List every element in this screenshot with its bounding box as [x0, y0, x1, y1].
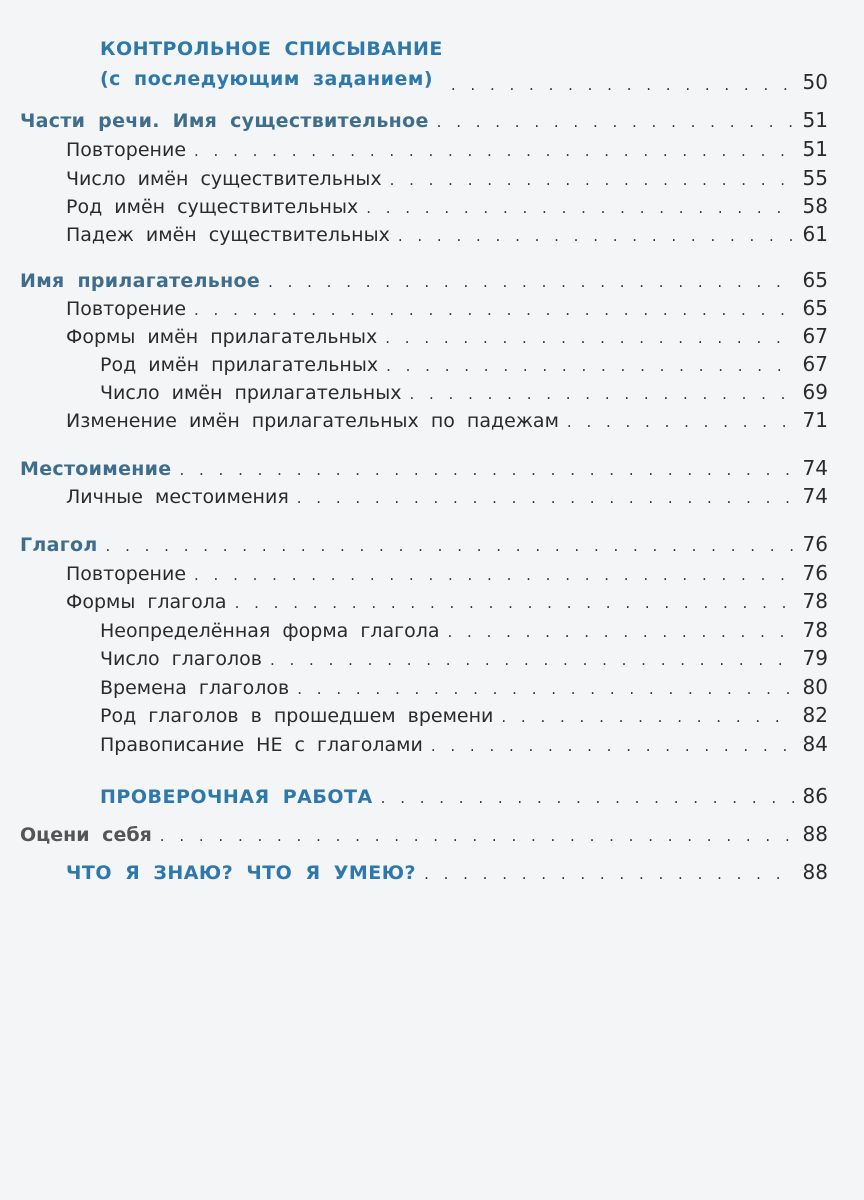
toc-page-number: 65 — [802, 268, 828, 292]
dot-leader — [235, 594, 795, 612]
toc-entry-chislo-pril — [0, 380, 828, 410]
toc-entry-title: ПРОВЕРОЧНАЯ РАБОТА — [100, 786, 373, 808]
toc-page-number: 51 — [802, 137, 828, 161]
toc-page-number: 67 — [802, 352, 828, 376]
dot-leader — [297, 680, 794, 698]
dot-leader — [567, 413, 795, 431]
dot-leader — [390, 171, 795, 189]
toc-entry-mestoim — [0, 456, 828, 486]
toc-page-number: 65 — [802, 296, 828, 320]
toc-entry-title: Повторение — [66, 139, 187, 161]
toc-entry-oceni — [0, 822, 828, 852]
toc-entry-title: Времена глаголов — [100, 677, 290, 699]
dot-leader — [194, 301, 795, 319]
toc-entry-title: Имя прилагательное — [20, 270, 261, 292]
toc-entry-rod-glag — [0, 703, 828, 733]
toc-entry-izmen-pril — [0, 408, 828, 438]
toc-entry-title: Изменение имён прилагательных по падежам — [66, 410, 559, 432]
dot-leader — [409, 385, 794, 403]
toc-entry-title: Оцени себя — [20, 824, 152, 846]
toc-entry-rod-pril — [0, 352, 828, 382]
toc-entry-title: Род имён существительных — [66, 196, 359, 218]
toc-entry-prilag — [0, 268, 828, 298]
toc-entry-povt3 — [0, 561, 828, 591]
toc-page-number: 76 — [802, 532, 828, 556]
toc-entry-title: Число имён существительных — [66, 168, 382, 190]
toc-entry-neopr — [0, 618, 828, 648]
toc-entry-chislo-glag — [0, 646, 828, 676]
toc-page-number: 67 — [802, 324, 828, 348]
toc-entry-title: Местоимение — [20, 458, 172, 480]
dot-leader — [194, 142, 795, 160]
toc-page-number: 74 — [802, 484, 828, 508]
toc-entry-title: Формы имён прилагательных — [66, 326, 378, 348]
dot-leader — [385, 329, 794, 347]
toc-entry-vremena — [0, 675, 828, 705]
toc-entry-ne-glag — [0, 732, 828, 762]
toc-entry-title: Части речи. Имя существительное — [20, 110, 429, 132]
dot-leader — [179, 461, 794, 479]
dot-leader — [501, 708, 794, 726]
toc-entry-title: Число глаголов — [100, 648, 262, 670]
toc-page-number: 74 — [802, 456, 828, 480]
toc-page-number: 61 — [802, 222, 828, 246]
toc-entry-title: Повторение — [66, 563, 187, 585]
toc-entry-title: Число имён прилагательных — [100, 382, 402, 404]
toc-entry-title: Правописание НЕ с глаголами — [100, 734, 423, 756]
toc-entry-title: ЧТО Я ЗНАЮ? ЧТО Я УМЕЮ? — [66, 862, 417, 884]
toc-page-number: 76 — [802, 561, 828, 585]
dot-leader — [431, 737, 795, 755]
dot-leader — [270, 651, 795, 669]
toc-page-number: 84 — [802, 732, 828, 756]
toc-entry-rod-sush — [0, 194, 828, 224]
toc-entry-title: Формы глагола — [66, 591, 227, 613]
toc-page-number: 86 — [802, 784, 828, 808]
dot-leader — [268, 273, 794, 291]
toc-entry-title: Род имён прилагательных — [100, 354, 379, 376]
dot-leader — [160, 827, 795, 845]
toc-entry-title: Падеж имён существительных — [66, 224, 390, 246]
toc-page-number: 71 — [802, 408, 828, 432]
toc-entry-padezh-sush — [0, 222, 828, 252]
toc-entry-povt1 — [0, 137, 828, 167]
toc-entry-lichnye — [0, 484, 828, 514]
toc-entry-chislo-sush — [0, 166, 828, 196]
toc-entry-title: Повторение — [66, 298, 187, 320]
toc-entry-title: Личные местоимения — [66, 486, 289, 508]
dot-leader — [437, 113, 795, 131]
toc-page-number: 79 — [802, 646, 828, 670]
toc-entry-title: Глагол — [20, 534, 98, 556]
toc-entry-glagol — [0, 532, 828, 562]
toc-page-number: 82 — [802, 703, 828, 727]
dot-leader — [448, 623, 795, 641]
toc-entry-formy-pril — [0, 324, 828, 354]
toc-page-number: 69 — [802, 380, 828, 404]
toc-entry-title: Неопределённая форма глагола — [100, 620, 440, 642]
dot-leader — [386, 357, 794, 375]
dot-leader — [381, 789, 795, 807]
toc-page-number: 78 — [802, 618, 828, 642]
toc-entry-chasti — [0, 108, 828, 138]
dot-leader — [194, 566, 795, 584]
toc-page-number: 78 — [802, 589, 828, 613]
toc-page-number: 51 — [802, 108, 828, 132]
toc-entry-chto — [0, 860, 828, 890]
toc-entry-title: Род глаголов в прошедшем времени — [100, 705, 494, 727]
dot-leader — [366, 199, 794, 217]
toc-page-number: 88 — [802, 860, 828, 884]
toc-entry-title: КОНТРОЛЬНОЕ СПИСЫВАНИЕ (с последующим заданием) — [100, 38, 443, 90]
toc-page-number: 88 — [802, 822, 828, 846]
toc-entry-formy-glag — [0, 589, 828, 619]
toc-page-number: 80 — [802, 675, 828, 699]
dot-leader — [424, 865, 794, 883]
toc-entry-proverka — [0, 784, 828, 814]
toc-page-number: 55 — [802, 166, 828, 190]
dot-leader — [398, 227, 795, 245]
dot-leader — [106, 537, 795, 555]
toc-entry-kontrol — [0, 34, 828, 94]
dot-leader — [451, 76, 795, 94]
toc-entry-povt2 — [0, 296, 828, 326]
toc-page-number: 58 — [802, 194, 828, 218]
toc-page-number: 50 — [802, 70, 828, 94]
dot-leader — [297, 489, 795, 507]
